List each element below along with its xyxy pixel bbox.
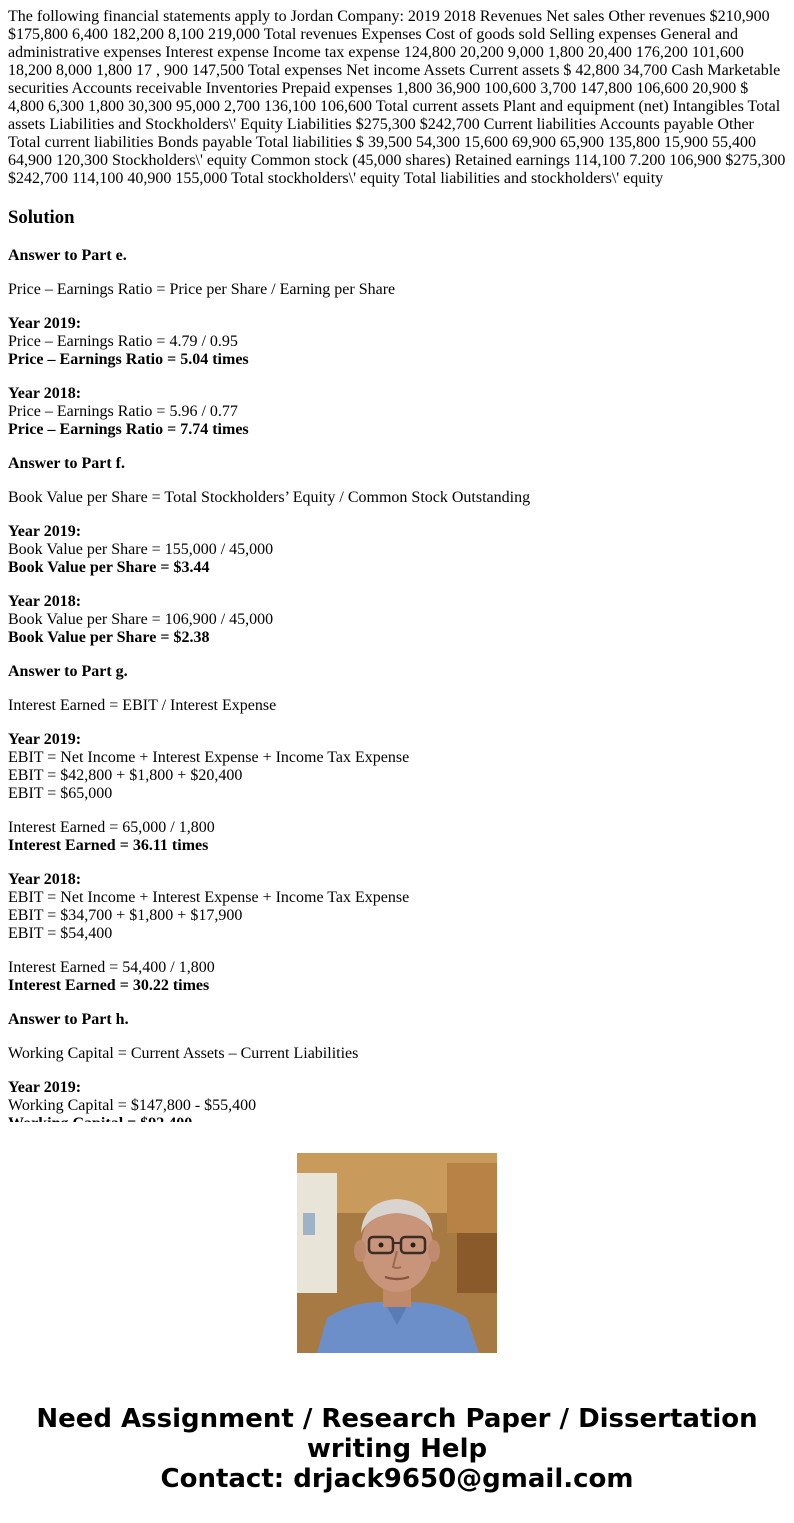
result: Interest Earned = 36.11 times bbox=[8, 837, 209, 854]
part-f-2019 bbox=[8, 523, 788, 577]
part-e-2018 bbox=[8, 385, 788, 439]
part-g-heading: Answer to Part g. bbox=[8, 663, 128, 680]
year-label: Year 2019: bbox=[8, 1079, 82, 1096]
year-label: Year 2019: bbox=[8, 315, 82, 332]
calculation: Interest Earned = 65,000 / 1,800 bbox=[8, 819, 215, 836]
part-g-formula: Interest Earned = EBIT / Interest Expense bbox=[8, 697, 277, 714]
part-g-2019-ebit bbox=[8, 731, 788, 803]
contact-message bbox=[0, 1404, 794, 1494]
part-g-2019-result bbox=[8, 819, 788, 855]
result: Book Value per Share = $3.44 bbox=[8, 559, 210, 576]
calculation: Price – Earnings Ratio = 4.79 / 0.95 bbox=[8, 333, 238, 350]
year-label: Year 2019: bbox=[8, 731, 82, 748]
avatar-portrait-icon bbox=[297, 1153, 497, 1353]
part-f-2018 bbox=[8, 593, 788, 647]
part-h-heading: Answer to Part h. bbox=[8, 1011, 129, 1028]
calculation: Book Value per Share = 155,000 / 45,000 bbox=[8, 541, 274, 558]
year-label: Year 2019: bbox=[8, 523, 82, 540]
ebit-calculation: EBIT = $34,700 + $1,800 + $17,900 bbox=[8, 907, 243, 924]
result: Interest Earned = 30.22 times bbox=[8, 977, 210, 994]
calculation: Interest Earned = 54,400 / 1,800 bbox=[8, 959, 215, 976]
result: Price – Earnings Ratio = 7.74 times bbox=[8, 421, 249, 438]
ebit-value: EBIT = $54,400 bbox=[8, 925, 113, 942]
calculation: Book Value per Share = 106,900 / 45,000 bbox=[8, 611, 274, 628]
calculation: Working Capital = $147,800 - $55,400 bbox=[8, 1097, 257, 1114]
part-f-formula: Book Value per Share = Total Stockholders’ Equity / Common Stock Outstanding bbox=[8, 489, 531, 506]
part-e-formula: Price – Earnings Ratio = Price per Share / Earning per Share bbox=[8, 281, 396, 298]
part-g-2018-ebit bbox=[8, 871, 788, 943]
footer-line-1: Need Assignment / Research Paper / Dissertation bbox=[36, 1404, 758, 1434]
year-label: Year 2018: bbox=[8, 385, 82, 402]
part-g-2018-result bbox=[8, 959, 788, 995]
ebit-formula: EBIT = Net Income + Interest Expense + Income Tax Expense bbox=[8, 889, 410, 906]
ebit-formula: EBIT = Net Income + Interest Expense + Income Tax Expense bbox=[8, 749, 410, 766]
part-h-formula: Working Capital = Current Assets – Current Liabilities bbox=[8, 1045, 359, 1062]
ebit-calculation: EBIT = $42,800 + $1,800 + $20,400 bbox=[8, 767, 243, 784]
footer-contact-email: Contact: drjack9650@gmail.com bbox=[160, 1464, 634, 1494]
solution-heading: Solution bbox=[8, 207, 75, 228]
part-e-heading: Answer to Part e. bbox=[8, 247, 127, 264]
question-text: The following financial statements apply to Jordan Company: 2019 2018 Revenues Net sales Other revenues $210,900 $175,800 6,400 182,200 8,100 219,000 Total revenues Expenses Cost of goods sold Selling expenses General and administrative expenses Interest expense Income tax expense 124,800 20,200 9,000 1,800 20,400 176,200 101,600 18,200 8,000 1,800 17 , 900 147,500 Total expenses Net income Assets Current assets $ 42,800 34,700 Cash Marketable securities Accounts receivable Inventories Prepaid expenses 1,800 36,900 100,600 3,700 147,800 106,600 20,900 $ 4,800 6,300 1,800 30,300 95,000 2,700 136,100 106,600 Total current assets Plant and equipment (net) Intangibles Total assets Liabilities and Stockholders\' Equity Liabilities $275,300 $242,700 Current liabilities Accounts payable Other Total current liabilities Bonds payable Total liabilities $ 39,500 54,300 15,600 69,900 65,900 135,800 15,900 55,400 64,900 120,300 Stockholders\' equity Common stock (45,000 shares) Retained earnings 114,100 7.200 106,900 $275,300 $242,700 114,100 40,900 155,000 Total stockholders\' equity Total liabilities and stockholders\' equity bbox=[8, 8, 786, 187]
solution-content bbox=[8, 8, 788, 1122]
result: Price – Earnings Ratio = 5.04 times bbox=[8, 351, 249, 368]
calculation: Price – Earnings Ratio = 5.96 / 0.77 bbox=[8, 403, 238, 420]
result: Book Value per Share = $2.38 bbox=[8, 629, 210, 646]
year-label: Year 2018: bbox=[8, 871, 82, 888]
year-label: Year 2018: bbox=[8, 593, 82, 610]
ebit-value: EBIT = $65,000 bbox=[8, 785, 113, 802]
footer-line-2: writing Help bbox=[306, 1434, 488, 1464]
author-avatar bbox=[297, 1153, 497, 1353]
contact-footer bbox=[0, 1122, 794, 1523]
part-f-heading: Answer to Part f. bbox=[8, 455, 126, 472]
part-e-2019 bbox=[8, 315, 788, 369]
